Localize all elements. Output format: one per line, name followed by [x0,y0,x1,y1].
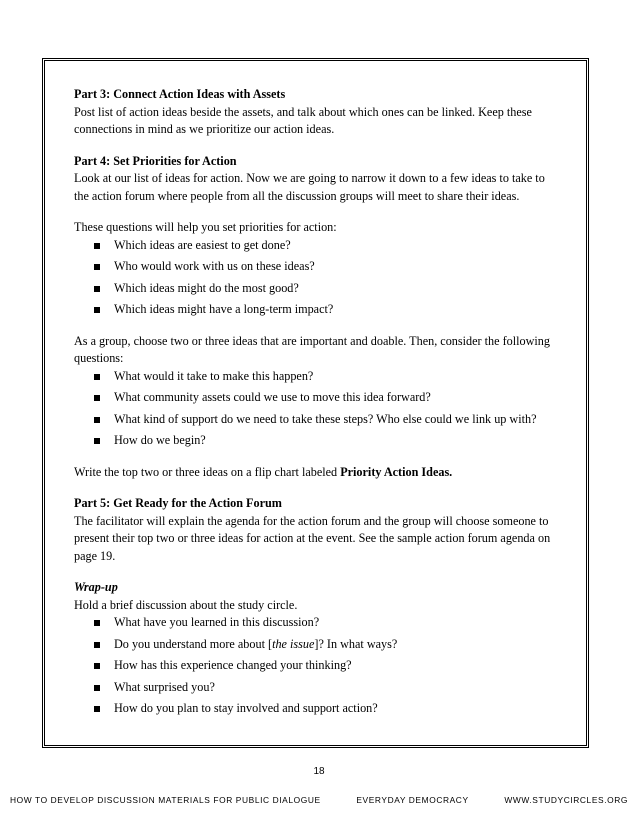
list-item: What would it take to make this happen? [92,368,554,386]
list-item: Which ideas might do the most good? [92,280,554,298]
part5-heading: Part 5: Get Ready for the Action Forum [74,496,282,510]
wrapup-q2-issue: the issue [272,636,315,651]
footer-organization: EVERYDAY DEMOCRACY [356,795,469,805]
list-item: What kind of support do we need to take these steps? Who else could we link up with? [92,411,554,429]
wrapup-q2-prefix: Do you understand more about [ [114,636,273,651]
list-item: How do you plan to stay involved and support action? [92,700,554,718]
footer-website: WWW.STUDYCIRCLES.ORG [504,795,628,805]
priority-action-ideas-label: Priority Action Ideas. [340,464,453,479]
page-footer [10,795,628,805]
list-item: What surprised you? [92,679,554,697]
list-item: What have you learned in this discussion? [92,614,554,632]
write-instruction [74,464,554,482]
wrapup-q2-suffix: ]? In what ways? [314,636,398,651]
list-item: What community assets could we use to move this idea forward? [92,389,554,407]
wrapup-section [74,579,554,718]
list-item: Which ideas are easiest to get done? [92,237,554,255]
part5-body: The facilitator will explain the agenda for the action forum and the group will choose someone to present their top two or three ideas for action at the event. See the sample action forum agenda on page 19. [74,513,551,563]
list-item [92,636,554,654]
part3-heading: Part 3: Connect Action Ideas with Assets [74,87,286,101]
part4-section [74,153,554,206]
part3-section [74,86,554,139]
group-questions-intro: As a group, choose two or three ideas that are important and doable. Then, consider the following questions: [74,333,550,365]
priority-questions-section [74,219,554,319]
wrapup-heading: Wrap-up [74,580,118,594]
list-item: Which ideas might have a long-term impact? [92,301,554,319]
footer-title: HOW TO DEVELOP DISCUSSION MATERIALS FOR PUBLIC DIALOGUE [10,795,321,805]
list-item: How do we begin? [92,432,554,450]
page-number: 18 [313,766,325,777]
list-item: Who would work with us on these ideas? [92,258,554,276]
part3-body: Post list of action ideas beside the assets, and talk about which ones can be linked. Keep these connections in mind as we prioritize our action ideas. [74,104,532,136]
list-item: How has this experience changed your thinking? [92,657,554,675]
part5-section [74,495,554,565]
wrapup-body: Hold a brief discussion about the study circle. [74,597,298,612]
write-instruction-text: Write the top two or three ideas on a flip chart labeled [74,464,341,479]
group-questions-list [74,368,554,450]
group-questions-section [74,333,554,450]
part4-heading: Part 4: Set Priorities for Action [74,153,237,168]
document-content [74,86,554,732]
priority-questions-list [74,237,554,319]
wrapup-questions-list [74,614,554,718]
priority-questions-intro: These questions will help you set priorities for action: [74,220,337,234]
part4-body: Look at our list of ideas for action. Now we are going to narrow it down to a few ideas to take to the action forum where people from all the discussion groups will meet to share their ideas. [74,171,545,203]
